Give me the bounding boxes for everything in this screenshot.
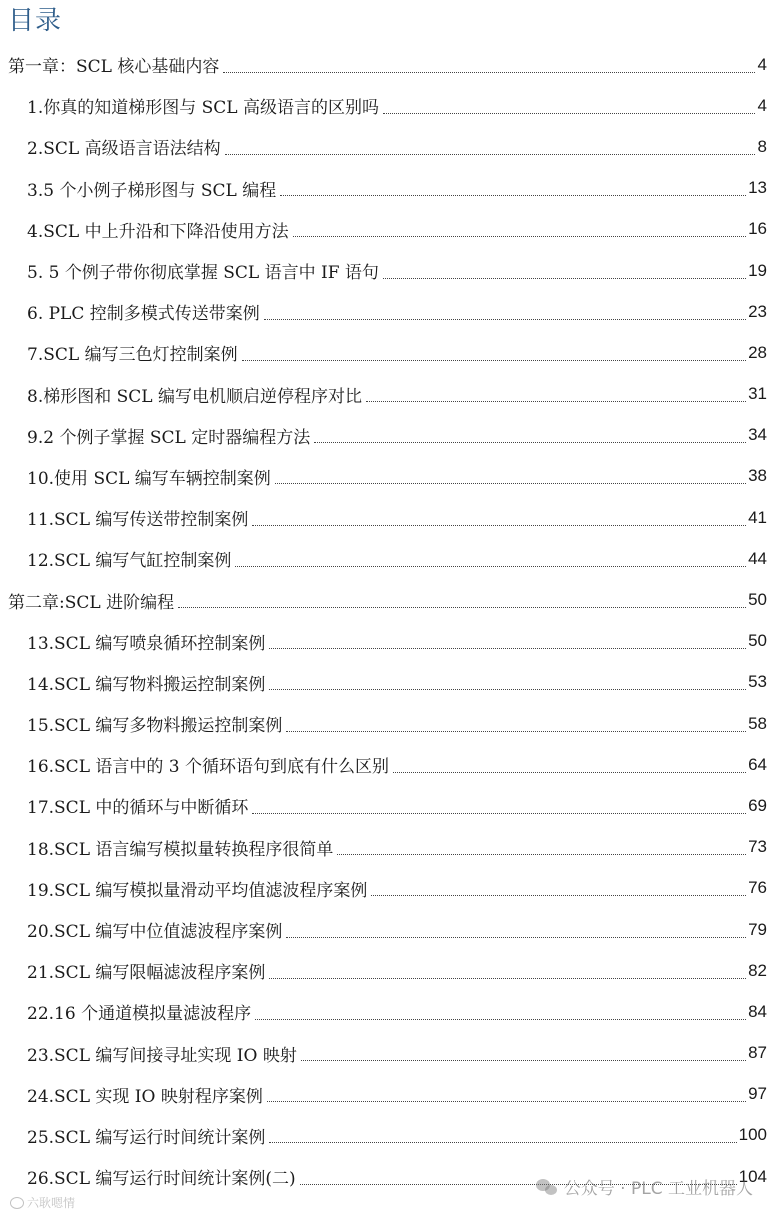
toc-dot-leader: [225, 153, 755, 155]
toc-section-entry[interactable]: [0, 291, 773, 332]
toc-section-entry[interactable]: [0, 250, 773, 291]
toc-dot-leader: [393, 771, 746, 773]
toc-dot-leader: [252, 812, 746, 814]
toc-page-number: 13: [748, 178, 767, 198]
watermark-text: 公众号 · PLC 工业机器人: [563, 1179, 753, 1199]
watermark: [536, 1174, 753, 1199]
toc-dot-leader: [275, 482, 746, 484]
toc-section-entry[interactable]: [0, 168, 773, 209]
toc-dot-leader: [264, 318, 746, 320]
toc-dot-leader: [366, 400, 746, 402]
toc-page-number: 84: [748, 1001, 767, 1021]
toc-page-number: 87: [748, 1043, 767, 1063]
toc-section-entry[interactable]: [0, 950, 773, 991]
toc-entry-label: 19.SCL 编写模拟量滑动平均值滤波程序案例: [27, 876, 369, 901]
toc-dot-leader: [252, 524, 746, 526]
toc-entry-label: 18.SCL 语言编写模拟量转换程序很简单: [27, 835, 335, 860]
toc-section-entry[interactable]: [0, 415, 773, 456]
toc-entry-label: 5. 5 个例子带你彻底掌握 SCL 语言中 IF 语句: [27, 258, 381, 283]
toc-section-entry[interactable]: [0, 744, 773, 785]
toc-section-entry[interactable]: [0, 374, 773, 415]
toc-entry-label: 11.SCL 编写传送带控制案例: [27, 505, 250, 530]
toc-page-number: 76: [748, 878, 767, 898]
toc-page-number: 69: [748, 795, 767, 815]
toc-section-entry[interactable]: [0, 827, 773, 868]
toc-list: [0, 44, 773, 1197]
toc-entry-label: 1.你真的知道梯形图与 SCL 高级语言的区别吗: [27, 93, 381, 118]
toc-page-number: 97: [748, 1084, 767, 1104]
toc-entry-label: 4.SCL 中上升沿和下降沿使用方法: [27, 217, 291, 242]
toc-entry-label: 7.SCL 编写三色灯控制案例: [27, 340, 240, 365]
toc-section-entry[interactable]: [0, 497, 773, 538]
toc-page-number: 82: [748, 960, 767, 980]
toc-dot-leader: [267, 1100, 746, 1102]
toc-entry-label: 23.SCL 编写间接寻址实现 IO 映射: [27, 1041, 299, 1066]
toc-entry-label: 25.SCL 编写运行时间统计案例: [27, 1123, 267, 1148]
toc-dot-leader: [269, 688, 746, 690]
toc-dot-leader: [314, 441, 746, 443]
toc-section-entry[interactable]: [0, 1074, 773, 1115]
toc-dot-leader: [242, 359, 747, 361]
toc-page-number: 41: [748, 507, 767, 527]
toc-dot-leader: [178, 606, 746, 608]
corner-watermark: [10, 1194, 75, 1211]
toc-section-entry[interactable]: [0, 538, 773, 579]
toc-entry-label: 6. PLC 控制多模式传送带案例: [27, 299, 262, 324]
toc-entry-label: 10.使用 SCL 编写车辆控制案例: [27, 464, 273, 489]
toc-section-entry[interactable]: [0, 991, 773, 1032]
toc-entry-label: 第二章:SCL 进阶编程: [8, 588, 176, 613]
toc-page-number: 53: [748, 672, 767, 692]
toc-entry-label: 12.SCL 编写气缸控制案例: [27, 546, 233, 571]
toc-section-entry[interactable]: [0, 1115, 773, 1156]
toc-page-number: 31: [748, 384, 767, 404]
toc-page-number: 50: [748, 590, 767, 610]
toc-entry-label: 8.梯形图和 SCL 编写电机顺启逆停程序对比: [27, 382, 364, 407]
toc-dot-leader: [383, 112, 755, 114]
toc-section-entry[interactable]: [0, 85, 773, 126]
toc-section-entry[interactable]: [0, 662, 773, 703]
toc-entry-label: 14.SCL 编写物料搬运控制案例: [27, 670, 267, 695]
toc-page-number: 23: [748, 301, 767, 321]
corner-logo-icon: [10, 1197, 24, 1209]
toc-section-entry[interactable]: [0, 868, 773, 909]
toc-page-number: 64: [748, 754, 767, 774]
toc-section-entry[interactable]: [0, 621, 773, 662]
toc-dot-leader: [337, 853, 746, 855]
toc-page-number: 4: [757, 95, 767, 115]
toc-section-entry[interactable]: [0, 785, 773, 826]
toc-dot-leader: [280, 194, 746, 196]
toc-entry-label: 26.SCL 编写运行时间统计案例(二): [27, 1164, 298, 1189]
toc-page-number: 100: [738, 1125, 767, 1145]
toc-dot-leader: [269, 977, 746, 979]
toc-dot-leader: [255, 1018, 746, 1020]
toc-page-number: 104: [738, 1166, 767, 1186]
toc-page-number: 34: [748, 425, 767, 445]
toc-entry-label: 24.SCL 实现 IO 映射程序案例: [27, 1082, 265, 1107]
toc-entry-label: 13.SCL 编写喷泉循环控制案例: [27, 629, 267, 654]
toc-dot-leader: [235, 565, 746, 567]
toc-entry-label: 15.SCL 编写多物料搬运控制案例: [27, 711, 284, 736]
toc-entry-label: 21.SCL 编写限幅滤波程序案例: [27, 958, 267, 983]
page-title: 目录: [8, 6, 63, 36]
toc-page-number: 50: [748, 631, 767, 651]
toc-entry-label: 20.SCL 编写中位值滤波程序案例: [27, 917, 284, 942]
toc-dot-leader: [269, 647, 746, 649]
wechat-icon: [536, 1178, 558, 1196]
toc-page-number: 19: [748, 260, 767, 280]
toc-entry-label: 22.16 个通道模拟量滤波程序: [27, 999, 253, 1024]
toc-section-entry[interactable]: [0, 332, 773, 373]
toc-dot-leader: [269, 1141, 736, 1143]
toc-page-number: 16: [748, 219, 767, 239]
toc-dot-leader: [383, 277, 746, 279]
toc-dot-leader: [286, 936, 746, 938]
toc-entry-label: 2.SCL 高级语言语法结构: [27, 134, 223, 159]
toc-page-number: 4: [757, 54, 767, 74]
toc-dot-leader: [301, 1059, 746, 1061]
toc-page-number: 8: [757, 136, 767, 156]
toc-entry-label: 3.5 个小例子梯形图与 SCL 编程: [27, 176, 278, 201]
toc-page-number: 58: [748, 713, 767, 733]
toc-section-entry[interactable]: [0, 703, 773, 744]
toc-section-entry[interactable]: [0, 209, 773, 250]
toc-section-entry[interactable]: [0, 909, 773, 950]
toc-dot-leader: [286, 730, 746, 732]
toc-section-entry[interactable]: [0, 456, 773, 497]
toc-section-entry[interactable]: [0, 126, 773, 167]
toc-entry-label: 第一章：SCL 核心基础内容: [8, 52, 221, 77]
toc-entry-label: 9.2 个例子掌握 SCL 定时器编程方法: [27, 423, 312, 448]
toc-dot-leader: [371, 894, 746, 896]
toc-chapter-entry[interactable]: [0, 579, 773, 620]
toc-dot-leader: [293, 235, 747, 237]
toc-chapter-entry[interactable]: [0, 44, 773, 85]
toc-entry-label: 17.SCL 中的循环与中断循环: [27, 793, 250, 818]
toc-page-number: 28: [748, 342, 767, 362]
toc-page-number: 44: [748, 548, 767, 568]
toc-dot-leader: [223, 71, 755, 73]
toc-page-number: 73: [748, 837, 767, 857]
toc-page-number: 79: [748, 919, 767, 939]
toc-entry-label: 16.SCL 语言中的 3 个循环语句到底有什么区别: [27, 752, 391, 777]
toc-section-entry[interactable]: [0, 1033, 773, 1074]
corner-watermark-text: 六耿嗯情: [27, 1196, 76, 1210]
toc-page-number: 38: [748, 466, 767, 486]
